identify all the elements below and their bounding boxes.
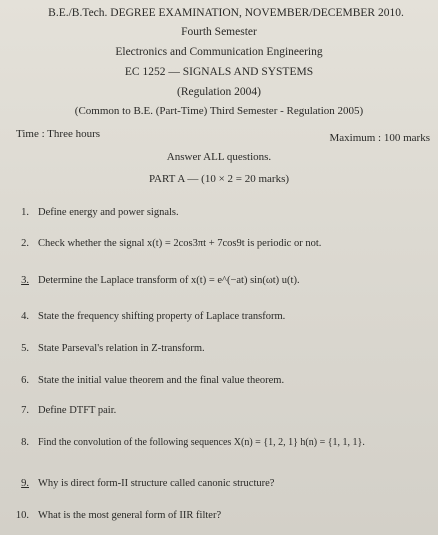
part-heading: PART A — (10 × 2 = 20 marks) [148, 173, 290, 185]
question-number: 1. [21, 207, 29, 218]
question-number: 9. [21, 478, 29, 489]
question-text: Why is direct form-II structure called canonic structure? [38, 478, 275, 489]
question-text: State Parseval's relation in Z-transform. [38, 343, 205, 354]
question-text: State the frequency shifting property of Laplace transform. [38, 311, 286, 322]
question-number: 2. [21, 238, 29, 249]
question-text: What is the most general form of IIR filter? [38, 510, 222, 521]
question-number: 5. [21, 343, 29, 354]
question-text: Define DTFT pair. [38, 405, 117, 416]
question-text: Define energy and power signals. [38, 207, 179, 218]
common-note: (Common to B.E. (Part-Time) Third Semester - Regulation 2005) [74, 105, 364, 117]
semester: Fourth Semester [181, 26, 257, 38]
question-number: 7. [21, 405, 29, 416]
question-number: 6. [21, 375, 29, 386]
department: Electronics and Communication Engineering [115, 46, 323, 58]
question-text: Determine the Laplace transform of x(t) = e^(−at) sin(ωt) u(t). [38, 275, 300, 286]
question-number: 10. [15, 510, 29, 521]
regulation: (Regulation 2004) [177, 86, 261, 98]
question-number: 4. [21, 311, 29, 322]
exam-title: B.E./B.Tech. DEGREE EXAMINATION, NOVEMBER/DECEMBER 2010. [48, 7, 404, 19]
instruction: Answer ALL questions. [166, 151, 272, 163]
time-allowed: Time : Three hours [16, 128, 101, 140]
question-number: 3. [21, 275, 29, 286]
maximum-marks: Maximum : 100 marks [329, 132, 430, 144]
course-title: EC 1252 — SIGNALS AND SYSTEMS [124, 66, 314, 78]
question-text: Check whether the signal x(t) = 2cos3πt + 7cos9t is periodic or not. [38, 238, 322, 249]
question-text: Find the convolution of the following sequences X(n) = {1, 2, 1} h(n) = {1, 1, 1}. [38, 437, 365, 448]
question-number: 8. [21, 437, 29, 448]
question-text: State the initial value theorem and the final value theorem. [38, 375, 285, 386]
